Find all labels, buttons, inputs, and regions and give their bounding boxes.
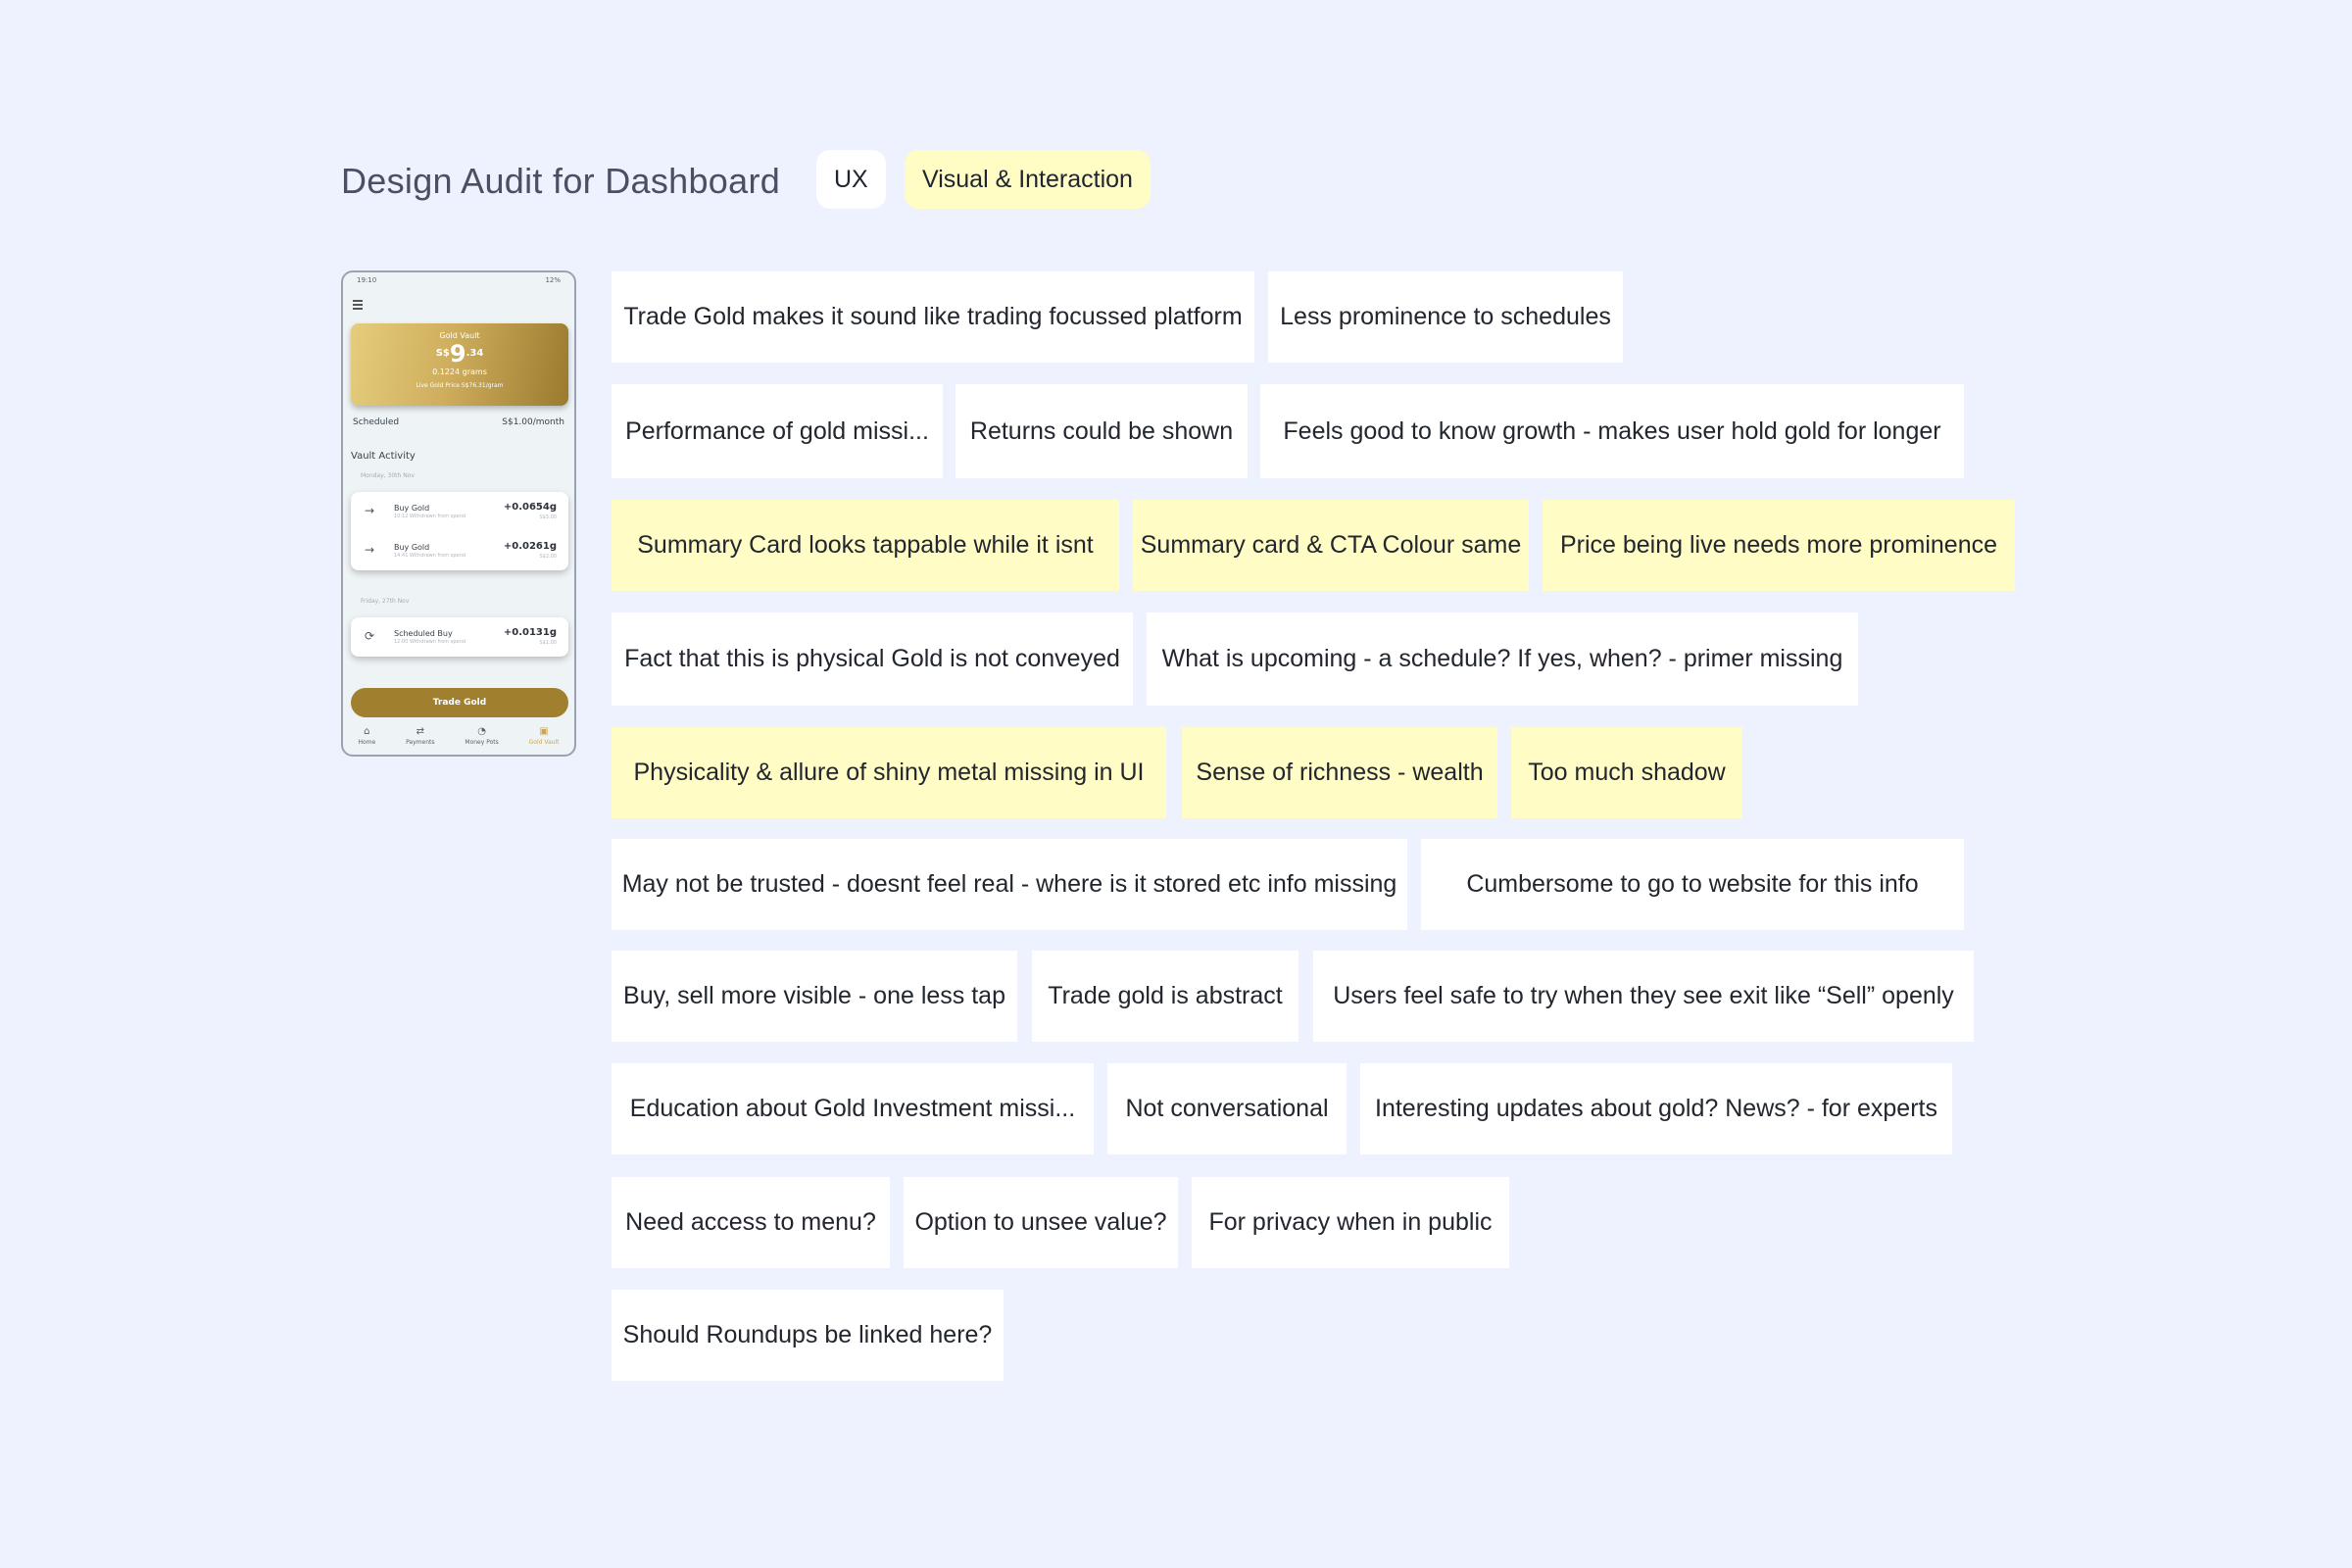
note[interactable]: Less prominence to schedules (1268, 271, 1623, 363)
vault-activity-title: Vault Activity (351, 451, 416, 462)
activity-name: Buy Gold (394, 543, 430, 552)
activity-value: +0.0654g (503, 502, 557, 513)
trade-gold-button[interactable]: Trade Gold (351, 688, 568, 717)
gold-vault-summary-card (351, 323, 568, 406)
scheduled-value: S$1.00/month (502, 417, 564, 427)
scheduled-row[interactable] (353, 417, 564, 427)
card-grams: 0.1224 grams (432, 368, 487, 376)
status-time: 19:10 (357, 276, 377, 284)
activity-group-2 (351, 617, 568, 657)
card-amount (351, 340, 568, 368)
payments-icon: ⇄ (416, 726, 424, 737)
arrow-right-icon: → (365, 543, 375, 557)
activity-value-sub: S$2.00 (539, 554, 557, 560)
note[interactable]: Cumbersome to go to website for this info (1421, 839, 1964, 930)
note[interactable]: Trade gold is abstract (1032, 951, 1298, 1042)
note[interactable]: Not conversational (1107, 1063, 1347, 1154)
note[interactable]: Education about Gold Investment missi... (612, 1063, 1094, 1154)
nav-money-pots[interactable] (465, 725, 498, 753)
page-title: Design Audit for Dashboard (341, 161, 781, 201)
bottom-nav (343, 725, 574, 753)
note[interactable]: Buy, sell more visible - one less tap (612, 951, 1017, 1042)
card-amount-whole: 9 (449, 340, 466, 368)
card-currency: S$ (435, 348, 450, 359)
arrow-right-icon: → (365, 504, 375, 517)
pot-icon: ◔ (477, 726, 486, 737)
tag-visual-interaction[interactable]: Visual & Interaction (905, 150, 1151, 209)
hamburger-menu-icon[interactable] (353, 300, 363, 312)
note[interactable]: Performance of gold missi... (612, 384, 943, 478)
nav-label: Gold Vault (528, 739, 560, 746)
activity-item[interactable] (351, 492, 568, 531)
note[interactable]: Price being live needs more prominence (1543, 500, 2015, 591)
activity-date-1: Monday, 30th Nov (361, 472, 415, 479)
card-label: Gold Vault (439, 331, 480, 340)
nav-gold-vault[interactable] (529, 725, 560, 753)
card-live-price: Live Gold Price S$76.31/gram (416, 382, 504, 389)
activity-sub: 14:41 Withdrawn from spend (394, 553, 466, 559)
note[interactable]: Summary Card looks tappable while it isnt (612, 500, 1119, 591)
note[interactable]: Summary card & CTA Colour same (1133, 500, 1529, 591)
activity-date-2: Friday, 27th Nov (361, 598, 410, 605)
nav-label: Home (358, 739, 376, 746)
activity-value-sub: S$1.00 (539, 640, 557, 646)
scheduled-label: Scheduled (353, 417, 400, 427)
note[interactable]: Fact that this is physical Gold is not conveyed (612, 612, 1133, 706)
activity-sub: 12:00 Withdrawn from spend (394, 639, 466, 645)
nav-label: Money Pots (465, 739, 499, 746)
note[interactable]: May not be trusted - doesnt feel real - where is it stored etc info missing (612, 839, 1407, 930)
note[interactable]: Should Roundups be linked here? (612, 1290, 1004, 1381)
nav-home[interactable] (358, 725, 375, 753)
note[interactable]: Feels good to know growth - makes user hold gold for longer (1260, 384, 1964, 478)
home-icon: ⌂ (364, 726, 370, 737)
status-battery: 12% (545, 276, 561, 284)
activity-value: +0.0131g (503, 627, 557, 638)
activity-value-sub: S$5.00 (539, 514, 557, 520)
activity-item[interactable] (351, 617, 568, 657)
activity-sub: 10:12 Withdrawn from spend (394, 514, 466, 519)
note[interactable]: Need access to menu? (612, 1177, 890, 1268)
activity-value: +0.0261g (503, 541, 557, 552)
vault-icon: ▣ (539, 726, 549, 737)
note[interactable]: Option to unsee value? (904, 1177, 1178, 1268)
phone-status-bar (357, 276, 561, 286)
note[interactable]: Physicality & allure of shiny metal missing in UI (612, 727, 1166, 818)
activity-group-1 (351, 492, 568, 570)
note[interactable]: Trade Gold makes it sound like trading focussed platform (612, 271, 1254, 363)
phone-mockup (341, 270, 576, 757)
note[interactable]: Users feel safe to try when they see exit like “Sell” openly (1313, 951, 1974, 1042)
nav-payments[interactable] (406, 725, 434, 753)
scheduled-icon: ⟳ (365, 629, 375, 643)
note[interactable]: For privacy when in public (1192, 1177, 1509, 1268)
activity-name: Scheduled Buy (394, 629, 453, 638)
note[interactable]: Interesting updates about gold? News? - for experts (1360, 1063, 1952, 1154)
card-amount-cents: .34 (466, 348, 484, 359)
nav-label: Payments (406, 739, 435, 746)
note[interactable]: Sense of richness - wealth (1182, 727, 1497, 818)
note[interactable]: What is upcoming - a schedule? If yes, when? - primer missing (1147, 612, 1858, 706)
tag-ux[interactable]: UX (816, 150, 886, 209)
note[interactable]: Too much shadow (1511, 727, 1742, 818)
note[interactable]: Returns could be shown (956, 384, 1248, 478)
activity-item[interactable] (351, 531, 568, 570)
activity-name: Buy Gold (394, 504, 430, 513)
